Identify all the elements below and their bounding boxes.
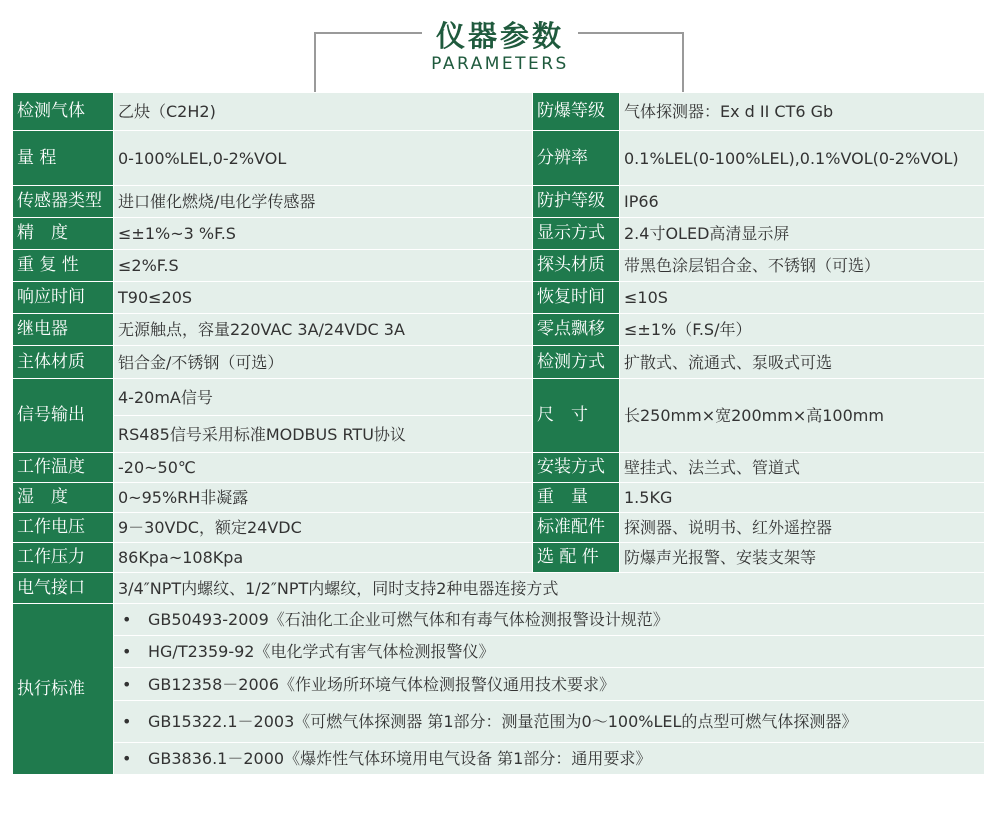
standard-item <box>114 636 985 668</box>
param-label: 显示方式 <box>533 218 620 250</box>
table-row <box>13 573 985 604</box>
param-value: 86Kpa~108Kpa <box>114 543 533 573</box>
param-label: 精 度 <box>13 218 114 250</box>
param-label: 主体材质 <box>13 346 114 379</box>
standard-text: HG/T2359-92《电化学式有害气体检测报警仪》 <box>148 642 495 661</box>
table-row <box>13 453 985 483</box>
table-row <box>13 743 985 775</box>
param-label: 探头材质 <box>533 250 620 282</box>
standard-text: GB50493-2009《石油化工企业可燃气体和有毒气体检测报警设计规范》 <box>148 610 669 629</box>
parameters-table <box>12 92 985 775</box>
section-title-text: 仪器参数 <box>422 14 578 55</box>
table-row <box>13 346 985 379</box>
param-label: 检测气体 <box>13 93 114 131</box>
param-label: 响应时间 <box>13 282 114 314</box>
standard-text: GB3836.1－2000《爆炸性气体环境用电气设备 第1部分：通用要求》 <box>148 749 652 768</box>
param-value: 2.4寸OLED高清显示屏 <box>620 218 985 250</box>
param-value: 带黑色涂层铝合金、不锈钢（可选） <box>620 250 985 282</box>
param-value: 进口催化燃烧/电化学传感器 <box>114 186 533 218</box>
bullet-icon: • <box>122 749 132 768</box>
section-subtitle: PARAMETERS <box>431 54 569 74</box>
bullet-icon: • <box>122 642 132 661</box>
table-row <box>13 282 985 314</box>
param-label: 零点飘移 <box>533 314 620 346</box>
standard-item <box>114 743 985 775</box>
table-row <box>13 250 985 282</box>
param-value: 探测器、说明书、红外遥控器 <box>620 513 985 543</box>
param-label: 量 程 <box>13 131 114 186</box>
param-label: 继电器 <box>13 314 114 346</box>
param-label: 检测方式 <box>533 346 620 379</box>
table-row <box>13 513 985 543</box>
table-row <box>13 314 985 346</box>
param-value: 扩散式、流通式、泵吸式可选 <box>620 346 985 379</box>
param-label: 信号输出 <box>13 379 114 453</box>
standard-item <box>114 604 985 636</box>
bullet-icon: • <box>122 674 132 694</box>
param-value: IP66 <box>620 186 985 218</box>
param-value: 3/4″NPT内螺纹、1/2″NPT内螺纹，同时支持2种电器连接方式 <box>114 573 985 604</box>
standard-text: GB12358－2006《作业场所环境气体检测报警仪通用技术要求》 <box>148 674 615 694</box>
param-value: 无源触点，容量220VAC 3A/24VDC 3A <box>114 314 533 346</box>
table-row <box>13 131 985 186</box>
param-label: 重 量 <box>533 483 620 513</box>
table-row <box>13 543 985 573</box>
param-label: 工作温度 <box>13 453 114 483</box>
param-label: 工作压力 <box>13 543 114 573</box>
param-label: 湿 度 <box>13 483 114 513</box>
param-label: 恢复时间 <box>533 282 620 314</box>
param-value: 4-20mA信号 <box>114 379 533 416</box>
param-value: ≤10S <box>620 282 985 314</box>
param-value: 0~95%RH非凝露 <box>114 483 533 513</box>
standard-item <box>114 701 985 743</box>
standard-item <box>114 668 985 701</box>
param-label: 选 配 件 <box>533 543 620 573</box>
param-label: 标准配件 <box>533 513 620 543</box>
standard-text: GB15322.1－2003《可燃气体探测器 第1部分：测量范围为0～100%LEL的点型可燃气体探测器》 <box>148 712 858 731</box>
param-value: T90≤20S <box>114 282 533 314</box>
param-label: 分辨率 <box>533 131 620 186</box>
table-row <box>13 701 985 743</box>
param-value: -20~50℃ <box>114 453 533 483</box>
table-row <box>13 668 985 701</box>
param-value: 长250mm×宽200mm×高100mm <box>620 379 985 453</box>
table-row <box>13 604 985 636</box>
param-label: 执行标准 <box>13 604 114 775</box>
param-label: 工作电压 <box>13 513 114 543</box>
param-label: 尺 寸 <box>533 379 620 453</box>
param-value: 壁挂式、法兰式、管道式 <box>620 453 985 483</box>
param-label: 安装方式 <box>533 453 620 483</box>
param-value: ≤±1%~3 %F.S <box>114 218 533 250</box>
param-value: 0-100%LEL,0-2%VOL <box>114 131 533 186</box>
param-value: 9－30VDC，额定24VDC <box>114 513 533 543</box>
section-title <box>0 14 1000 55</box>
param-label: 电气接口 <box>13 573 114 604</box>
param-value: 气体探测器：Ex d II CT6 Gb <box>620 93 985 131</box>
param-value: ≤±1%（F.S/年） <box>620 314 985 346</box>
table-row <box>13 636 985 668</box>
bullet-icon: • <box>122 712 132 731</box>
table-row <box>13 483 985 513</box>
param-label: 防爆等级 <box>533 93 620 131</box>
param-value: 0.1%LEL(0-100%LEL),0.1%VOL(0-2%VOL) <box>620 131 985 186</box>
param-label: 重 复 性 <box>13 250 114 282</box>
bullet-icon: • <box>122 610 132 629</box>
param-value: ≤2%F.S <box>114 250 533 282</box>
table-row <box>13 379 985 416</box>
param-label: 传感器类型 <box>13 186 114 218</box>
param-value: 铝合金/不锈钢（可选） <box>114 346 533 379</box>
param-value: 乙炔（C2H2) <box>114 93 533 131</box>
table-row <box>13 93 985 131</box>
param-value: 1.5KG <box>620 483 985 513</box>
param-value: 防爆声光报警、安装支架等 <box>620 543 985 573</box>
table-row <box>13 186 985 218</box>
param-label: 防护等级 <box>533 186 620 218</box>
param-value: RS485信号采用标准MODBUS RTU协议 <box>114 416 533 453</box>
table-row <box>13 218 985 250</box>
